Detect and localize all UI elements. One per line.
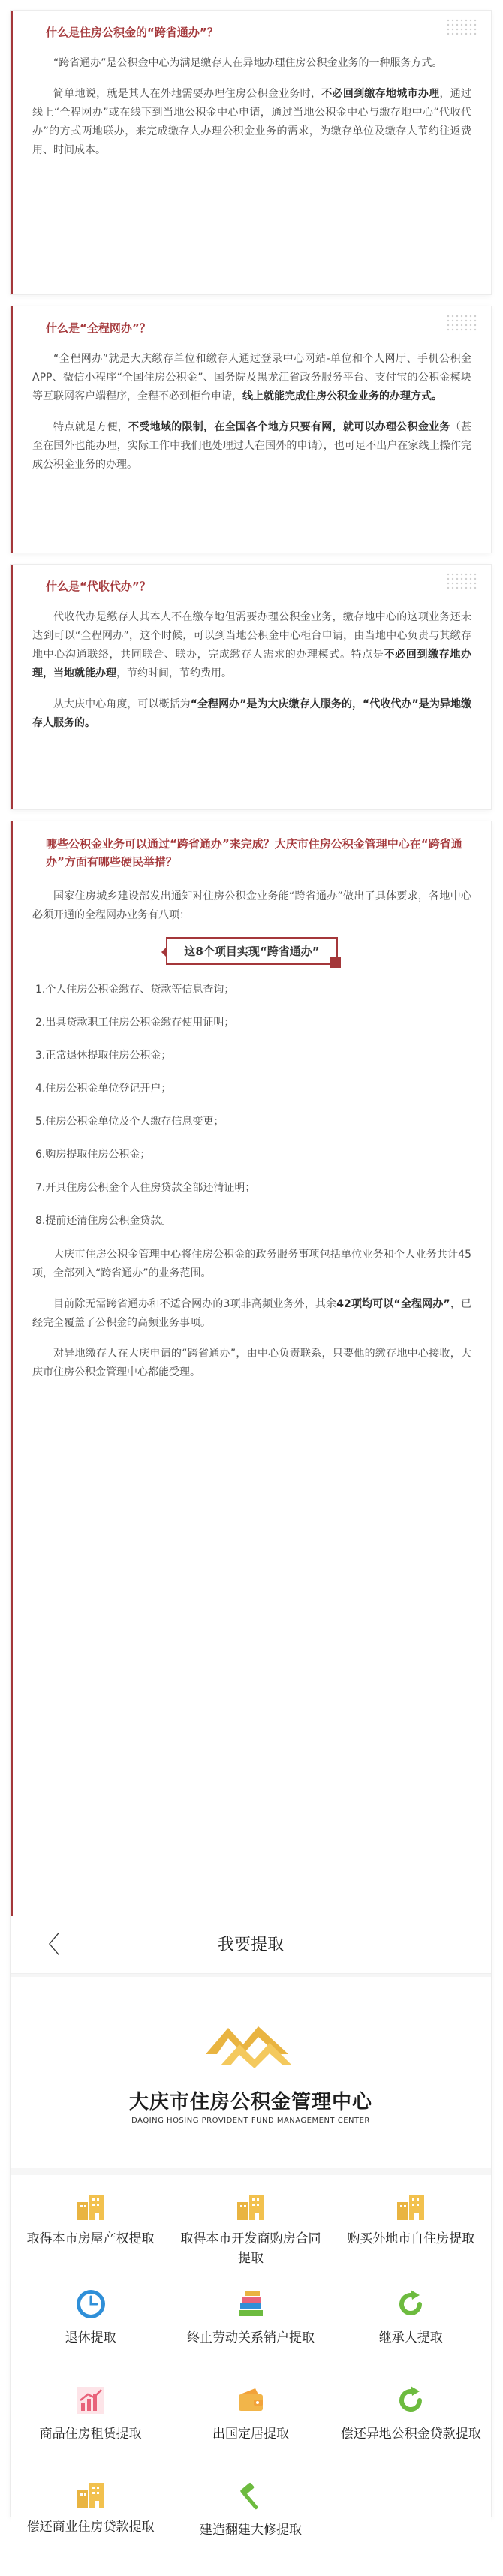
faq-question-title: 什么是“全程网办”？ <box>46 321 151 335</box>
refresh-icon <box>394 2288 427 2321</box>
paragraph: 从大庆中心角度，可以概括为“全程网办”是为大庆缴存人服务的，“代收代办”是为异地缴存人服务的。 <box>32 698 471 729</box>
withdraw-option[interactable] <box>331 2288 491 2384</box>
withdraw-option-label: 取得本市房屋产权提取 <box>26 2231 155 2246</box>
paragraph: 对异地缴存人在大庆申请的“跨省通办”，由中心负责联系，只要他的缴存地中心接收，大庆市住房公积金管理中心都能受理。 <box>32 1348 471 1378</box>
paragraph: 代收代办是缴存人其本人不在缴存地但需要办理公积金业务，缴存地中心的这项业务还未达到可以“全程网办”，这个时候，可以到当地公积金中心柜台申请，由当地中心负责与其缴存地中心沟通联络，共同联合、联办，完成缴存人需求的办理模式。特点是不必回到缴存地办理，当地就能办理，节约时间，节约费用。 <box>32 611 472 679</box>
list-item: 1.个人住房公积金缴存、贷款等信息查询； <box>35 984 235 996</box>
withdraw-option[interactable] <box>170 2480 330 2576</box>
paragraph: “跨省通办”是公积金中心为满足缴存人在异地办理住房公积金业务的一种服务方式。 <box>53 57 443 69</box>
withdraw-option-label: 继承人提取 <box>378 2330 443 2346</box>
list-item: 3.正常退休提取住房公积金； <box>35 1050 172 1062</box>
org-logo-area <box>11 1977 491 2168</box>
org-name: 大庆市住房公积金管理中心 <box>128 2091 372 2114</box>
building-icon <box>74 2480 107 2510</box>
faq-question-title: 哪些公积金业务可以通过“跨省通办”来完成？大庆市住房公积金管理中心在“跨省通办”方面有哪些硬民举措？ <box>46 837 462 869</box>
clock-icon <box>74 2288 107 2321</box>
withdraw-option[interactable] <box>11 2384 170 2480</box>
refresh-icon <box>394 2384 427 2417</box>
org-name-en: DAQING HOSING PROVIDENT FUND MANAGEMENT CENTER <box>131 2117 370 2125</box>
paragraph: 目前除无需跨省通办和不适合网办的3项非高频业务外，其余42项均可以“全程网办”，已经完全覆盖了公积金的高频业务事项。 <box>32 1298 472 1329</box>
paragraph: 国家住房城乡建设部发出通知对住房公积金业务能“跨省通办”做出了具体要求，各地中心必须开通的全程网办业务有八项： <box>32 890 471 921</box>
withdraw-option-label: 取得本市开发商购房合同提取 <box>180 2231 321 2266</box>
faq-question-title: 什么是“代收代办”？ <box>46 580 151 593</box>
list-item: 5.住房公积金单位及个人缴存信息变更； <box>35 1116 224 1128</box>
withdraw-option-label: 偿还商业住房贷款提取 <box>26 2520 155 2535</box>
withdraw-option[interactable] <box>11 2480 170 2576</box>
paragraph: 大庆市住房公积金管理中心将住房公积金的政务服务事项包括单位业务和个人业务共计45项，全部列入“跨省通办”的业务范围。 <box>32 1249 471 1279</box>
list-item: 8.提前还清住房公积金贷款。 <box>35 1215 172 1227</box>
highlight-tag-wrap <box>32 937 471 965</box>
dot-pattern-decoration <box>446 572 477 590</box>
dot-pattern-decoration <box>446 18 477 36</box>
wallet-icon <box>234 2384 267 2417</box>
faq-card-proxy-service <box>11 565 491 809</box>
paragraph: “全程网办”就是大庆缴存单位和缴存人通过登录中心网站-单位和个人网厅、手机公积金APP、微信小程序“全国住房公积金”、国务院及黑龙江省政务服务平台、支付宝的公积金模块等互联网客户端程序，全程不必到柜台申请，线上就能完成住房公积金业务的办理方式。 <box>32 353 471 402</box>
books-icon <box>234 2288 267 2321</box>
hammer-icon <box>234 2480 267 2513</box>
withdraw-option[interactable] <box>170 2384 330 2480</box>
org-logo-icon <box>202 2013 300 2073</box>
withdraw-options-grid <box>11 2175 491 2576</box>
paragraph: 特点就是方便，不受地域的限制，在全国各个地方只要有网，就可以办理公积金业务（甚至在国外也能办理，实际工作中我们也处理过人在国外的申请），也可足不出户在家线上操作完成公积金业务的办理。 <box>32 421 472 471</box>
faq-card-full-online <box>11 306 491 553</box>
withdraw-option[interactable] <box>331 2192 491 2288</box>
list-item: 2.出具贷款职工住房公积金缴存使用证明； <box>35 1017 235 1029</box>
paragraph: 简单地说，就是其人在外地需要办理住房公积金业务时，不必回到缴存地城市办理，通过线上“全程网办”或在线下到当地公积金中心申请，通过当地公积金中心与缴存地中心“代收代办”的方式两地联办，来完成缴存人办理公积金业务的需求，为缴存单位及缴存人节约往返费用、时间成本。 <box>32 88 472 156</box>
list-item: 4.住房公积金单位登记开户； <box>35 1083 172 1095</box>
faq-card-cross-province <box>11 11 491 294</box>
chart-icon <box>74 2384 107 2417</box>
app-screenshot-withdraw <box>11 1916 491 2538</box>
highlight-tag: 这8个项目实现“跨省通办” <box>166 937 337 965</box>
app-nav-bar <box>11 1916 491 1974</box>
withdraw-option-label: 偿还异地公积金贷款提取 <box>340 2427 481 2442</box>
withdraw-option-label: 购买外地市自住房提取 <box>347 2231 475 2246</box>
withdraw-option-label: 商品住房租赁提取 <box>39 2427 142 2442</box>
withdraw-option[interactable] <box>11 2192 170 2288</box>
building-icon <box>74 2192 107 2222</box>
withdraw-option-label: 终止劳动关系销户提取 <box>186 2330 315 2346</box>
back-icon[interactable]: 〈 <box>36 1930 61 1959</box>
withdraw-option[interactable] <box>11 2288 170 2384</box>
building-icon <box>394 2192 427 2222</box>
list-item: 7.开具住房公积金个人住房贷款全部还清证明； <box>35 1182 256 1194</box>
faq-question-title: 什么是住房公积金的“跨省通办”？ <box>46 26 218 39</box>
dot-pattern-decoration <box>446 314 477 332</box>
withdraw-option[interactable] <box>331 2384 491 2480</box>
list-item: 6.购房提取住房公积金； <box>35 1149 151 1161</box>
app-page-title: 我要提取 <box>217 1936 284 1954</box>
withdraw-option-label: 出国定居提取 <box>212 2427 289 2442</box>
building-icon <box>234 2192 267 2222</box>
withdraw-option[interactable] <box>170 2288 330 2384</box>
withdraw-option-label: 退休提取 <box>65 2330 116 2346</box>
withdraw-option[interactable] <box>170 2192 330 2288</box>
withdraw-option-label: 建造翻建大修提取 <box>199 2523 302 2538</box>
